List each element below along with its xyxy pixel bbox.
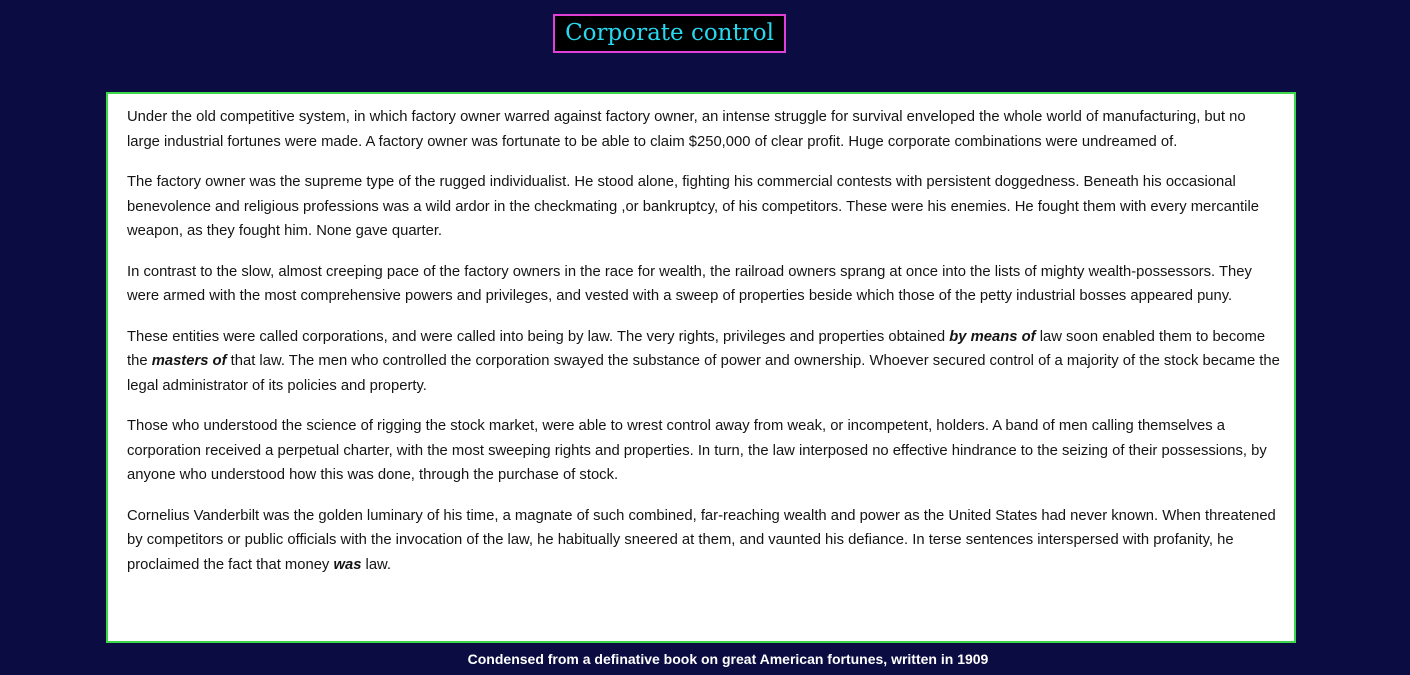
paragraph-4-text-2: law soon enabled them to become the [127,328,1266,369]
paragraph-6-emphasis-1: was [333,556,362,573]
title-box [553,14,786,53]
paragraph-4-emphasis-2: masters of [151,353,227,369]
paragraph-4-text-1: These entities were called corporations, and were called into being by law. The very rights, privileges and properties obtained [127,328,950,345]
paragraph-1: Under the old competitive system, in which factory owner warred against factory owner, an intense struggle for survival enveloped the whole world of manufacturing, but no large industrial fortunes were made. A factory owner was fortunate to be able to claim $250,000 of clear profit. Huge corporate combinations were undreamed of. [127,109,1246,150]
content-box [106,92,1296,643]
paragraph-4 [127,325,1280,399]
paragraph-6 [127,504,1280,578]
paragraph-6-text-1: Cornelius Vanderbilt was the golden luminary of his time, a magnate of such combined, far-reaching wealth and power as the United States had never known. When threatened by competitors or public officials with the invocation of the law, he habitually sneered at them, and vaunted his defiance. In terse sentences interspersed with profanity, he proclaimed the fact that money [127,507,1276,573]
page-title: Corporate control [565,20,774,46]
paragraph-3: In contrast to the slow, almost creeping pace of the factory owners in the race for wealth, the railroad owners sprang at once into the lists of mighty wealth-possessors. They were armed with the most comprehensive powers and privileges, and vested with a sweep of properties beside which those of the petty industrial bosses appeared puny. [127,263,1252,304]
paragraph-4-text-3: that law. The men who controlled the corporation swayed the substance of power and ownership. Whoever secured control of a majority of the stock became the legal administrator of its policies and property. [127,353,1280,394]
paragraph-5: Those who understood the science of rigging the stock market, were able to wrest control away from weak, or incompetent, holders. A band of men calling themselves a corporation received a perpetual charter, with the most sweeping rights and properties. In turn, the law interposed no effective hindrance to the seizing of their possessions, by anyone who understood how this was done, through the purchase of stock. [127,418,1267,483]
paragraph-4-emphasis-1: by means of [949,328,1036,345]
paragraph-6-text-2: law. [361,556,392,573]
paragraph-2: The factory owner was the supreme type of the rugged individualist. He stood alone, fighting his commercial contests with persistent doggedness. Beneath his occasional benevolence and religious professions was a wild ardor in the checkmating ,or bankruptcy, of his competitors. These were his enemies. He fought them with every mercantile weapon, as they fought him. None gave quarter. [127,174,1259,239]
footer-caption: Condensed from a definative book on great American fortunes, written in 1909 [467,651,989,667]
